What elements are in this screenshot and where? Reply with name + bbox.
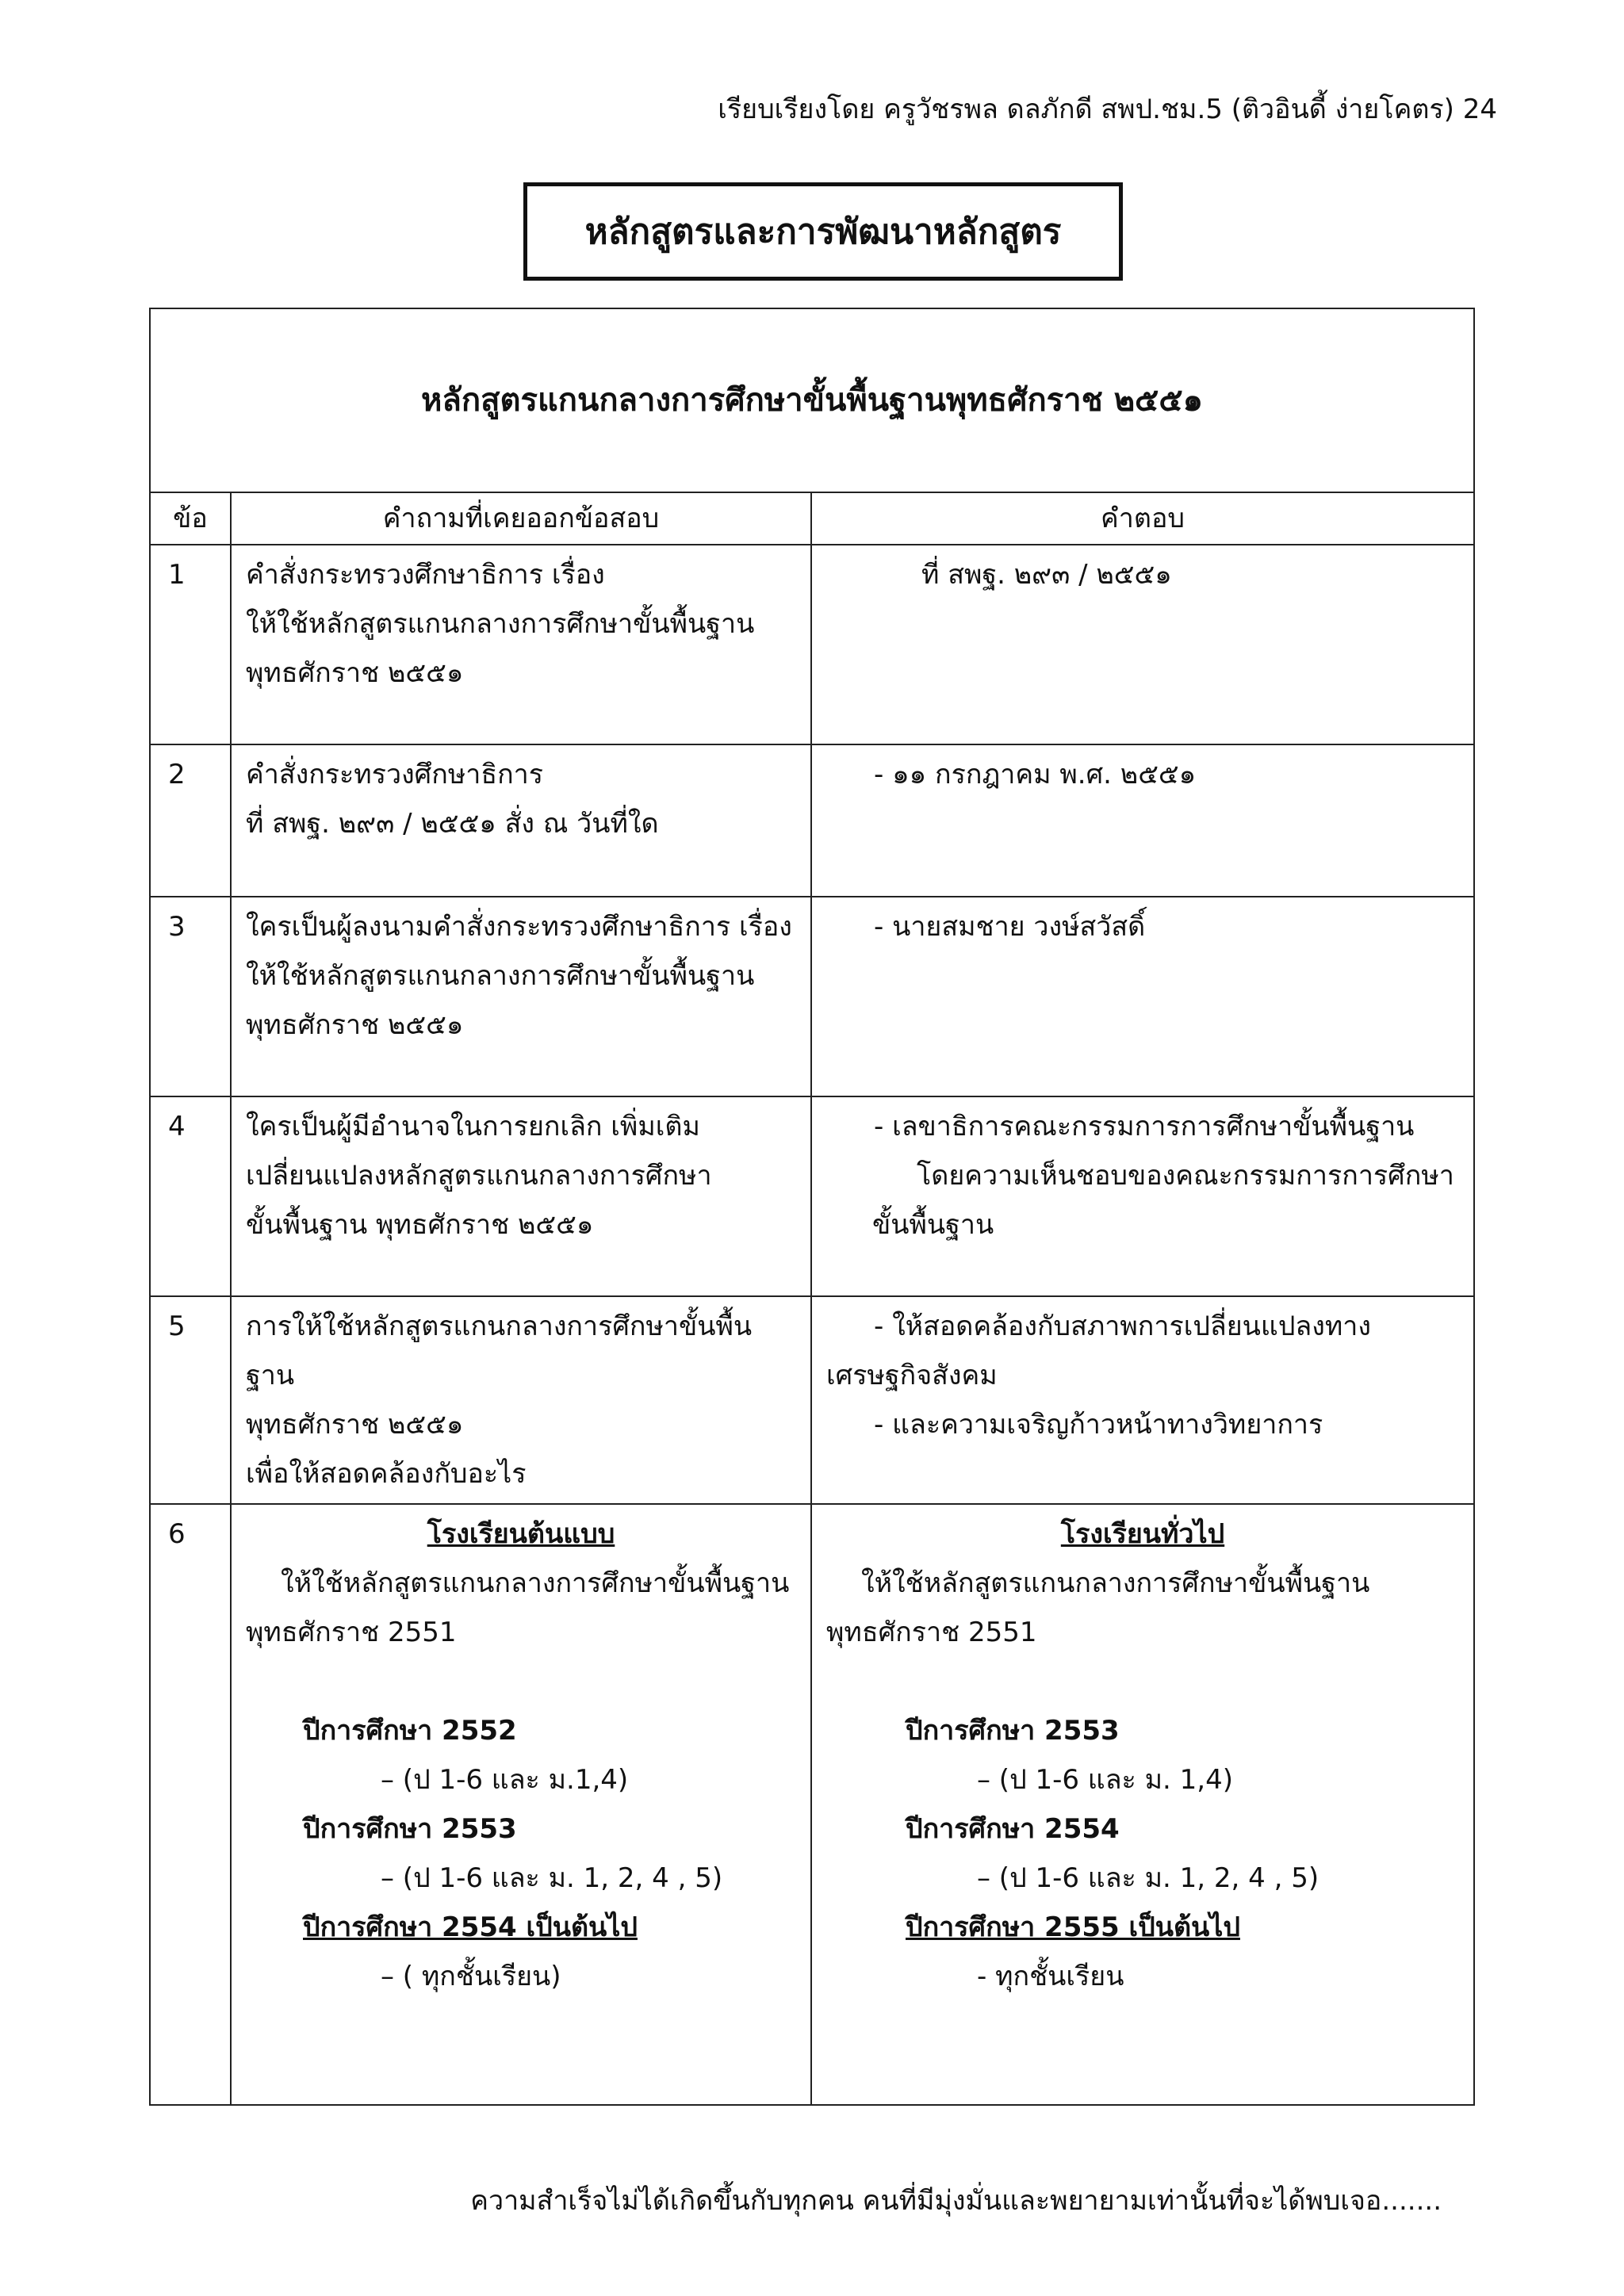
- answer-line: เศรษฐกิจสังคม: [826, 1360, 998, 1391]
- question-line: การให้ใช้หลักสูตรแกนกลางการศึกษาขั้นพื้นฐาน: [246, 1311, 753, 1391]
- row-number: 2: [150, 744, 231, 897]
- row-number: 4: [150, 1096, 231, 1296]
- column-header-question: คำถามที่เคยออกข้อสอบ: [231, 492, 811, 545]
- table-row: [150, 744, 1474, 897]
- intro-line: ให้ใช้หลักสูตรแกนกลางการศึกษาขั้นพื้นฐาน: [861, 1567, 1370, 1599]
- academic-year-label: ปีการศึกษา 2555 เป็นต้นไป: [906, 1911, 1240, 1943]
- table-row: [150, 545, 1474, 744]
- answer-cell: [811, 1296, 1474, 1504]
- row-number: 6: [150, 1504, 231, 2105]
- academic-year-label: ปีการศึกษา 2554 เป็นต้นไป: [303, 1911, 638, 1943]
- column-header-number: ข้อ: [150, 492, 231, 545]
- question-line: ที่ สพฐ. ๒๙๓ / ๒๕๕๑ สั่ง ณ วันที่ใด: [246, 808, 659, 840]
- column-header-answer: คำตอบ: [811, 492, 1474, 545]
- row-number: 3: [150, 897, 231, 1096]
- academic-year-label: ปีการศึกษา 2553: [303, 1813, 517, 1845]
- answer-cell: [811, 744, 1474, 897]
- table-row: [150, 1504, 1474, 2105]
- question-line: ให้ใช้หลักสูตรแกนกลางการศึกษาขั้นพื้นฐาน: [246, 960, 755, 992]
- answer-cell: [811, 897, 1474, 1096]
- spacer: [826, 1657, 1459, 1706]
- academic-year-detail: – (ป 1-6 และ ม. 1, 2, 4 , 5): [381, 1862, 723, 1894]
- question-line: คำสั่งกระทรวงศึกษาธิการ: [246, 759, 544, 790]
- question-line: ใครเป็นผู้มีอำนาจในการยกเลิก เพิ่มเติม: [246, 1111, 700, 1142]
- intro-line: ให้ใช้หลักสูตรแกนกลางการศึกษาขั้นพื้นฐาน: [281, 1567, 790, 1599]
- question-line: คำสั่งกระทรวงศึกษาธิการ เรื่อง: [246, 559, 605, 591]
- row-number: 5: [150, 1296, 231, 1504]
- page-title: หลักสูตรและการพัฒนาหลักสูตร: [523, 182, 1123, 281]
- answer-line: ขั้นพื้นฐาน: [872, 1209, 994, 1241]
- academic-year-detail: – ( ทุกชั้นเรียน): [381, 1961, 561, 1992]
- question-line: พุทธศักราช ๒๕๕๑: [246, 1409, 464, 1441]
- answer-line: ที่ สพฐ. ๒๙๓ / ๒๕๕๑: [921, 559, 1172, 591]
- answer-line: - ให้สอดคล้องกับสภาพการเปลี่ยนแปลงทาง: [874, 1311, 1371, 1342]
- question-line: ให้ใช้หลักสูตรแกนกลางการศึกษาขั้นพื้นฐาน: [246, 608, 755, 640]
- answer-line: - ๑๑ กรกฎาคม พ.ศ. ๒๕๕๑: [874, 759, 1197, 790]
- academic-year-label: ปีการศึกษา 2554: [906, 1813, 1120, 1845]
- question-line: พุทธศักราช ๒๕๕๑: [246, 657, 464, 689]
- question-line: ขั้นพื้นฐาน พุทธศักราช ๒๕๕๑: [246, 1209, 594, 1241]
- question-cell: [231, 897, 811, 1096]
- question-line: เปลี่ยนแปลงหลักสูตรแกนกลางการศึกษา: [246, 1160, 712, 1192]
- answer-line: - นายสมชาย วงษ์สวัสดิ์: [874, 911, 1146, 943]
- page-footer: ความสำเร็จไม่ได้เกิดขึ้นกับทุกคน คนที่มีมุ่งมั่นและพยายามเท่านั้นที่จะได้พบเจอ.......: [470, 2185, 1442, 2217]
- academic-year-label: ปีการศึกษา 2553: [906, 1715, 1120, 1747]
- answer-line: โดยความเห็นชอบของคณะกรรมการการศึกษา: [917, 1160, 1454, 1192]
- curriculum-table: [149, 308, 1475, 2106]
- academic-year-detail: - ทุกชั้นเรียน: [977, 1961, 1124, 1992]
- question-cell: [231, 1296, 811, 1504]
- prototype-school-heading: โรงเรียนต้นแบบ: [427, 1518, 615, 1550]
- question-cell: [231, 1096, 811, 1296]
- answer-line: - และความเจริญก้าวหน้าทางวิทยาการ: [874, 1409, 1323, 1441]
- question-cell: [231, 744, 811, 897]
- intro-line: พุทธศักราช 2551: [246, 1617, 457, 1648]
- question-line: ใครเป็นผู้ลงนามคำสั่งกระทรวงศึกษาธิการ เรื่อง: [246, 911, 792, 943]
- page-header: เรียบเรียงโดย ครูวัชรพล ดลภักดี สพป.ชม.5 (ติวอินดี้ ง่ายโคตร) 24: [718, 94, 1497, 125]
- table-caption: หลักสูตรแกนกลางการศึกษาขั้นพื้นฐานพุทธศักราช ๒๕๕๑: [150, 308, 1474, 492]
- question-line: เพื่อให้สอดคล้องกับอะไร: [246, 1458, 527, 1490]
- academic-year-detail: – (ป 1-6 และ ม.1,4): [381, 1764, 629, 1796]
- table-row: [150, 1296, 1474, 1504]
- question-cell: [231, 545, 811, 744]
- academic-year-detail: – (ป 1-6 และ ม. 1,4): [977, 1764, 1233, 1796]
- general-school-heading: โรงเรียนทั่วไป: [1060, 1518, 1225, 1550]
- table-header-row: [150, 492, 1474, 545]
- table-row: [150, 897, 1474, 1096]
- table-row: [150, 1096, 1474, 1296]
- answer-line: - เลขาธิการคณะกรรมการการศึกษาขั้นพื้นฐาน: [874, 1111, 1415, 1142]
- intro-line: พุทธศักราช 2551: [826, 1617, 1037, 1648]
- answer-cell: [811, 545, 1474, 744]
- academic-year-detail: – (ป 1-6 และ ม. 1, 2, 4 , 5): [977, 1862, 1320, 1894]
- general-school-cell: [811, 1504, 1474, 2105]
- question-line: พุทธศักราช ๒๕๕๑: [246, 1009, 464, 1041]
- answer-cell: [811, 1096, 1474, 1296]
- academic-year-label: ปีการศึกษา 2552: [303, 1715, 517, 1747]
- prototype-school-cell: [231, 1504, 811, 2105]
- row-number: 1: [150, 545, 231, 744]
- spacer: [246, 1657, 796, 1706]
